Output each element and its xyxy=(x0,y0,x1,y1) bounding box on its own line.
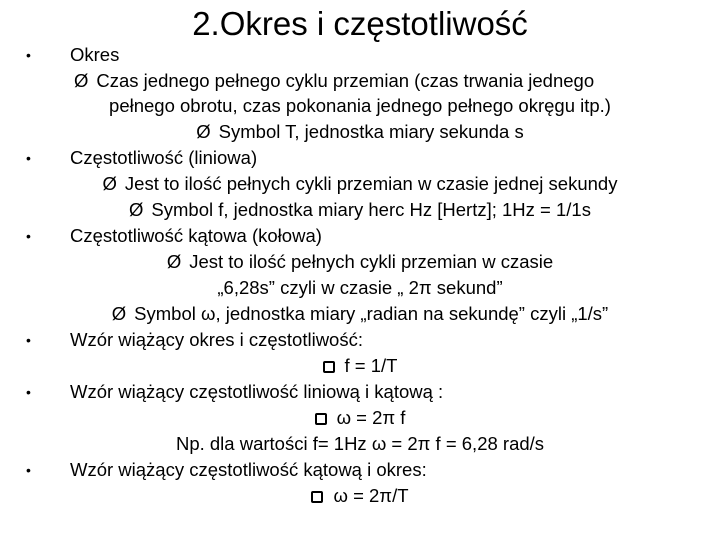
bullet-wzor-liniowa-katowa: Wzór wiążący częstotliwość liniową i kątową : xyxy=(70,381,444,402)
text-katowa-definition-cont: „6,28s” czyli w czasie „ 2π sekund” xyxy=(217,277,503,298)
checkbox-bullet-icon xyxy=(315,413,327,425)
arrow-bullet-icon: Ø xyxy=(111,303,127,324)
bullet-icon: • xyxy=(26,150,31,166)
bullet-icon: • xyxy=(26,47,31,63)
slide-title: 2.Okres i częstotliwość xyxy=(192,5,528,42)
arrow-bullet-icon: Ø xyxy=(196,121,211,142)
sub-bullet-czestotliwosc-definition xyxy=(0,172,720,196)
checkbox-bullet-icon xyxy=(323,361,335,373)
formula-f-1-t xyxy=(0,354,720,378)
arrow-bullet-icon: Ø xyxy=(129,199,144,220)
text-katowa-symbol: Symbol ω, jednostka miary „radian na sekundę” czyli „1/s” xyxy=(134,303,609,324)
bullet-icon: • xyxy=(26,332,31,348)
bullet-czestotliwosc-katowa: Częstotliwość kątowa (kołowa) xyxy=(70,225,322,246)
sub-bullet-okres-definition xyxy=(74,69,594,93)
text-formula-omega-f: ω = 2π f xyxy=(336,407,406,428)
sub-bullet-okres-symbol xyxy=(0,120,720,144)
bullet-czestotliwosc-liniowa: Częstotliwość (liniowa) xyxy=(70,147,258,168)
text-katowa-definition: Jest to ilość pełnych cykli przemian w czasie xyxy=(189,251,554,272)
sub-bullet-czestotliwosc-symbol xyxy=(0,198,720,222)
checkbox-bullet-icon xyxy=(311,491,323,503)
text-okres-definition: Czas jednego pełnego cyklu przemian (czas trwania jednego xyxy=(96,70,595,91)
bullet-wzor-okres-czestotliwosc: Wzór wiążący okres i częstotliwość: xyxy=(70,329,363,350)
arrow-bullet-icon: Ø xyxy=(74,70,89,91)
example-calculation: Np. dla wartości f= 1Hz ω = 2π f = 6,28 rad/s xyxy=(175,433,545,454)
text-okres-symbol: Symbol T, jednostka miary sekunda s xyxy=(218,121,524,142)
sub-bullet-katowa-definition xyxy=(0,250,720,274)
text-formula-f: f = 1/T xyxy=(344,355,398,376)
bullet-wzor-katowa-okres: Wzór wiążący częstotliwość kątową i okres: xyxy=(70,459,427,480)
text-czestotliwosc-symbol: Symbol f, jednostka miary herc Hz [Hertz]; 1Hz = 1/1s xyxy=(151,199,591,220)
bullet-icon: • xyxy=(26,384,31,400)
text-czestotliwosc-definition: Jest to ilość pełnych cykli przemian w czasie jednej sekundy xyxy=(124,173,618,194)
arrow-bullet-icon: Ø xyxy=(102,173,117,194)
arrow-bullet-icon: Ø xyxy=(166,251,182,272)
formula-omega-2pi-f xyxy=(0,406,720,430)
text-formula-omega-t: ω = 2π/T xyxy=(333,485,409,506)
bullet-okres: Okres xyxy=(70,44,120,65)
text-okres-definition-cont: pełnego obrotu, czas pokonania jednego pełnego okręgu itp.) xyxy=(109,95,611,116)
bullet-icon: • xyxy=(26,462,31,478)
formula-omega-2pi-t xyxy=(0,484,720,508)
sub-bullet-katowa-symbol xyxy=(0,302,720,326)
bullet-icon: • xyxy=(26,228,31,244)
